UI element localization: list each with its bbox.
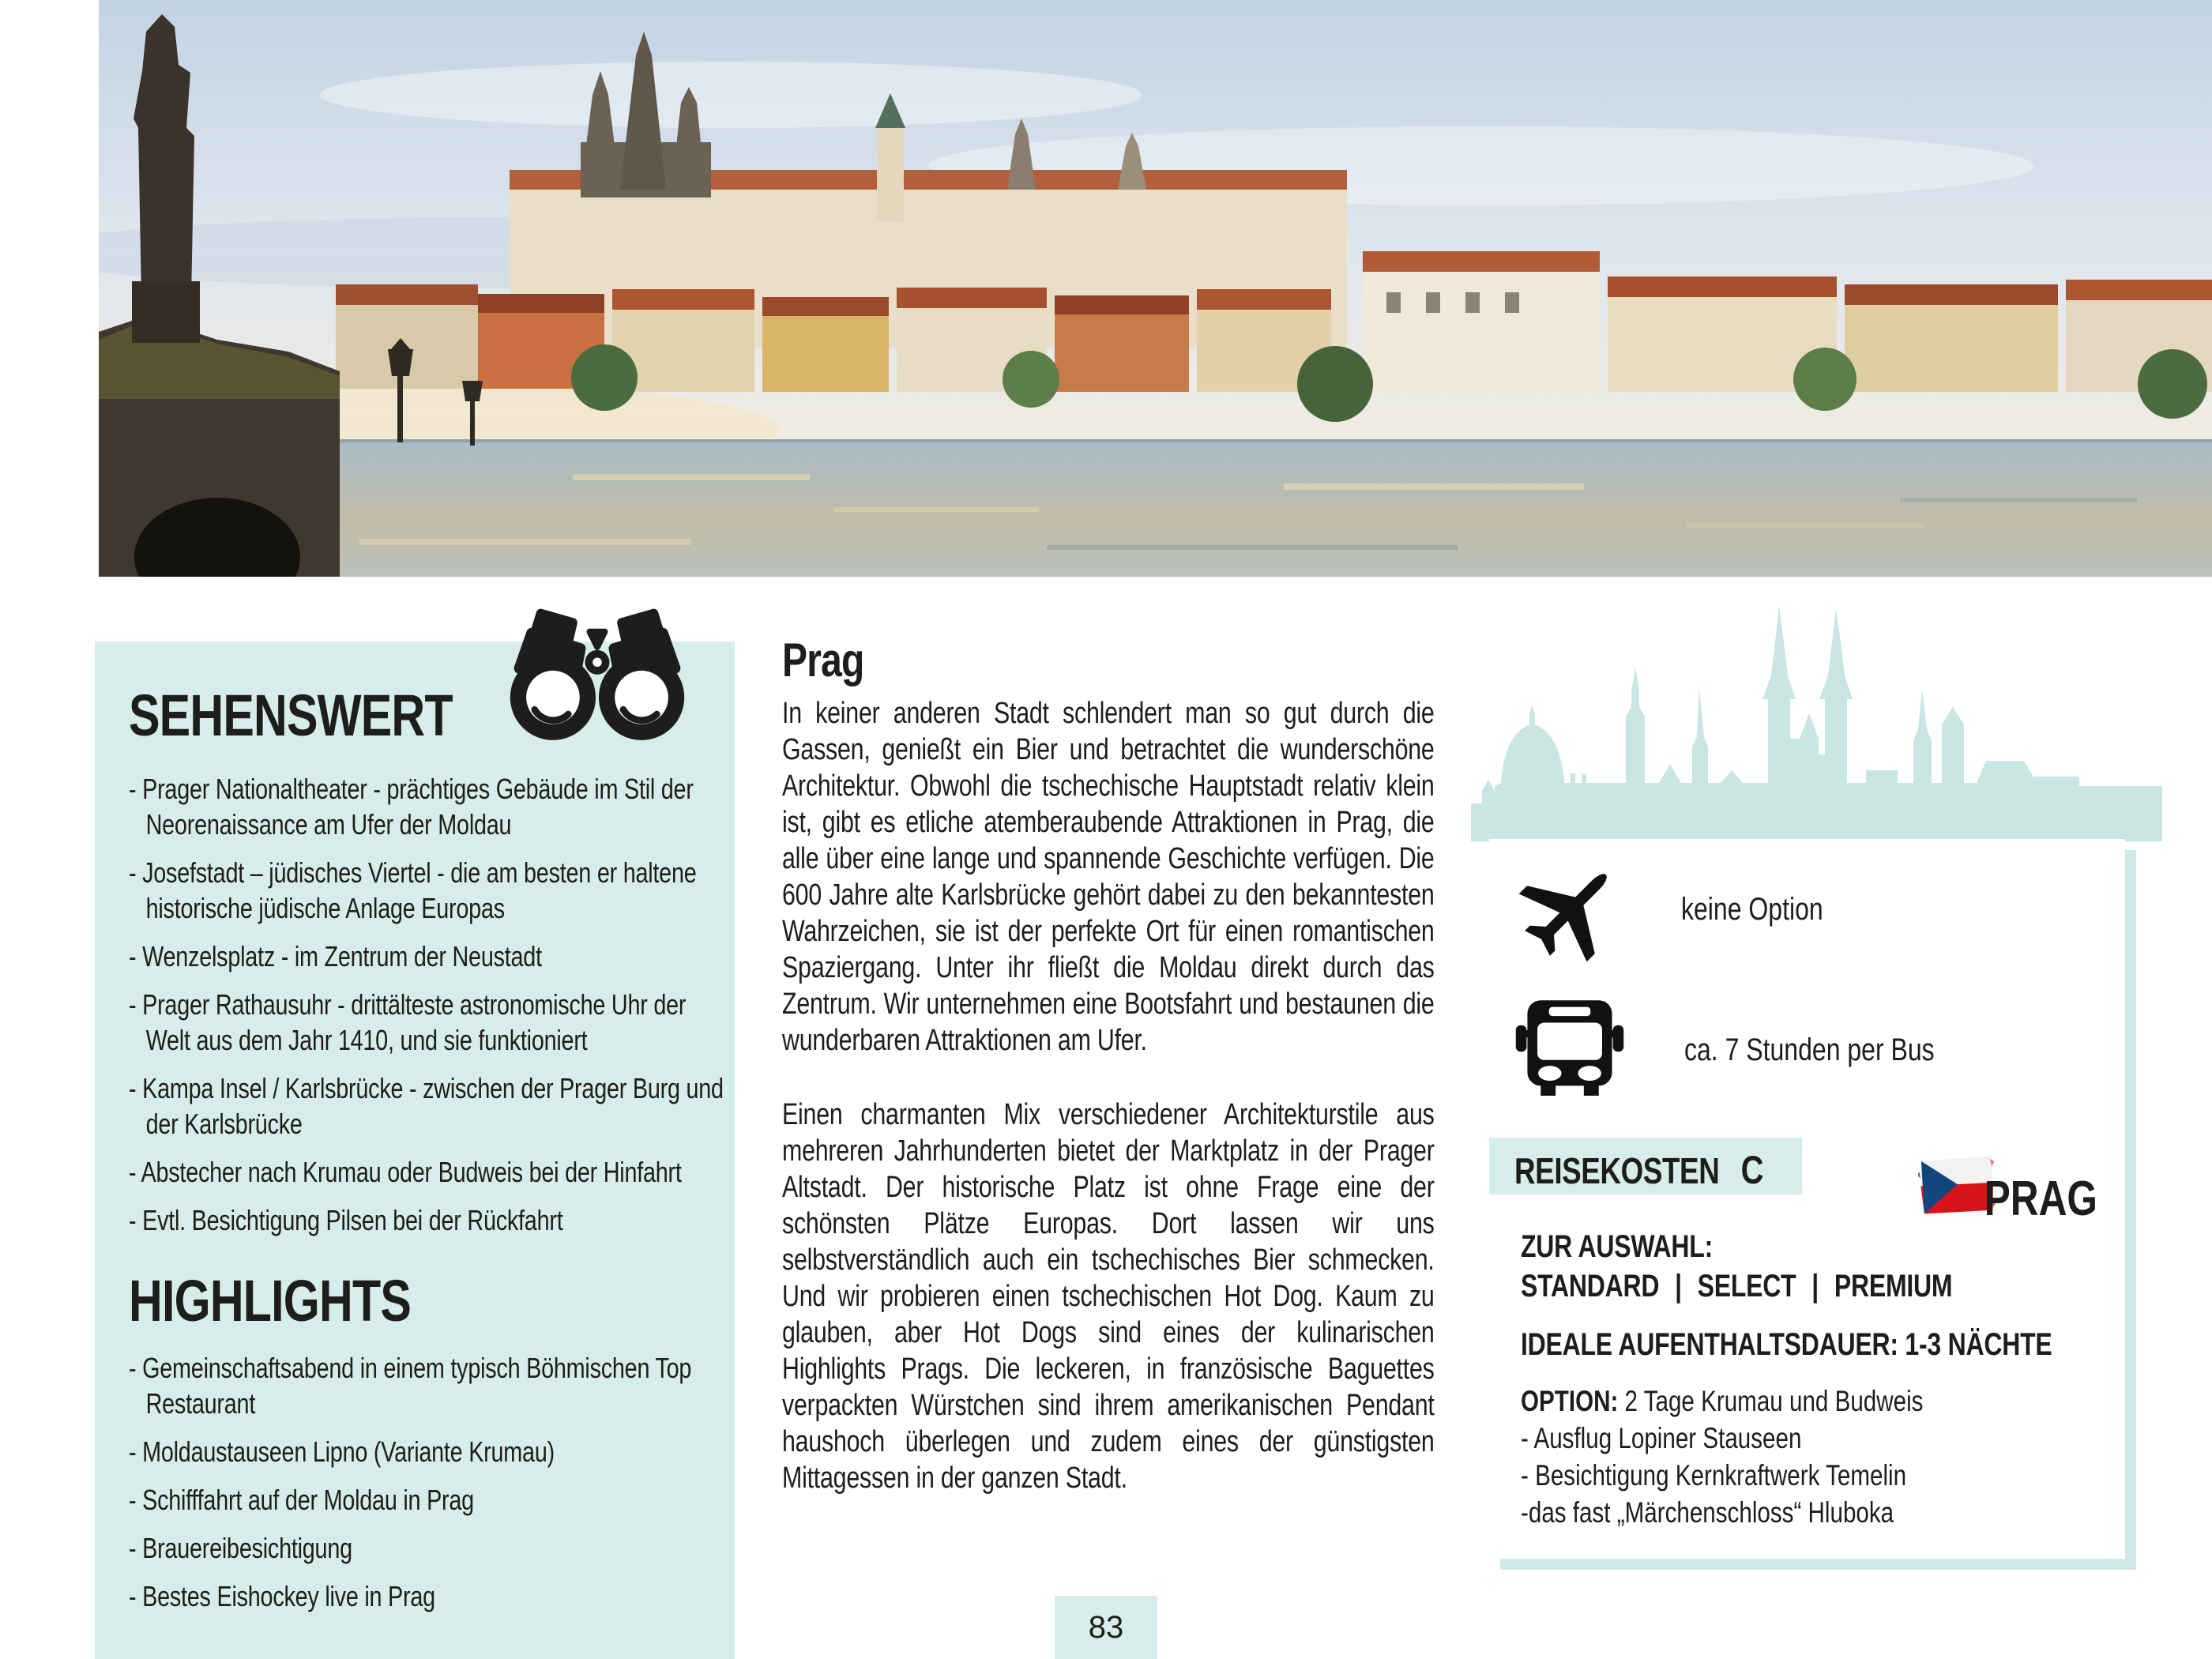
option-block	[1521, 1382, 2115, 1531]
list-item: - Kampa Insel / Karlsbrücke - zwischen der Prager Burg und der Karlsbrücke	[129, 1072, 724, 1140]
sehenswert-title: SEHENSWERT	[129, 683, 453, 748]
stay-duration: IDEALE AUFENTHALTSDAUER: 1-3 NÄCHTE	[1521, 1327, 2052, 1362]
article-title: Prag	[782, 634, 864, 687]
binoculars-icon	[506, 588, 689, 750]
highlights-title: HIGHLIGHTS	[129, 1268, 412, 1334]
bus-note: ca. 7 Stunden per Bus	[1684, 1033, 1935, 1067]
article-paragraph: Einen charmanten Mix verschiedener Architekturstile aus mehreren Jahrhunderten bietet der Marktplatz in der Prager Altstadt. Der historische Platz ist ohne Frage eine der schönsten Plätze Europas. Dort lassen wir uns selbstverständlich auch ein tschechisches Bier schmecken. Und wir probieren einen tschechischen Hot Dog. Kaum zu glauben, aber Hot Dogs sind eines der kulinarischen Highlights Prags. Die leckeren, in französische Baguettes verpackten Würstchen sind ihrem amerikanischen Pendant haushoch überlegen und zudem eines der günstigsten Mittagessen in der ganzen Stadt.	[782, 1098, 1435, 1495]
list-item: - Evtl. Besichtigung Pilsen bei der Rückfahrt	[129, 1204, 563, 1236]
list-item: - Abstecher nach Krumau oder Budweis bei der Hinfahrt	[129, 1156, 682, 1188]
flight-note: keine Option	[1681, 892, 1823, 927]
article	[782, 635, 1435, 1496]
list-item: - Prager Rathausuhr - drittälteste astronomische Uhr der Welt aus dem Jahr 1410, und sie funktioniert	[129, 988, 687, 1056]
list-item: - Gemeinschaftsabend in einem typisch Böhmischen Top Restaurant	[129, 1352, 692, 1420]
reisekosten-band	[1489, 1138, 1802, 1194]
reisekosten-category: C	[1740, 1148, 1764, 1192]
option-item: - Besichtigung Kernkraftwerk Temelin	[1521, 1459, 1907, 1492]
choice-label: ZUR AUSWAHL:	[1521, 1229, 1714, 1264]
airplane-icon	[1518, 858, 1623, 962]
destination-title: PRAG	[1984, 1172, 2097, 1226]
option-item: - Ausflug Lopiner Stauseen	[1521, 1422, 1802, 1454]
sidebar	[129, 684, 726, 1627]
prague-skyline-silhouette	[1471, 596, 2166, 841]
option-value: 2 Tage Krumau und Budweis	[1618, 1385, 1924, 1417]
list-item: - Bestes Eishockey live in Prag	[129, 1580, 435, 1612]
list-item: - Josefstadt – jüdisches Viertel - die am besten er haltene historische jüdische Anlage Europas	[129, 856, 697, 924]
article-paragraph: In keiner anderen Stadt schlendert man so gut durch die Gassen, genießt ein Bier und betrachtet die wunderschöne Architektur. Obwohl die tschechische Hauptstadt relativ klein ist, gibt es etliche atemberaubende Attraktionen in Prag, die alle über eine lange und spannende Geschichte verfügen. Die 600 Jahre alte Karlsbrücke gehört dabei zu den bekanntesten Wahrzeichen, sie ist der perfekte Ort für einen romantischen Spaziergang. Unter ihr fließt die Moldau direkt durch das Zentrum. Wir unternehmen eine Bootsfahrt und bestaunen die wunderbaren Attraktionen am Ufer.	[782, 697, 1435, 1057]
page-number: 83	[1088, 1609, 1124, 1645]
list-item: - Wenzelsplatz - im Zentrum der Neustadt	[129, 940, 542, 972]
list-item: - Moldaustauseen Lipno (Variante Krumau)	[129, 1435, 555, 1468]
bus-icon	[1515, 997, 1624, 1097]
option-line	[1521, 1382, 2115, 1420]
list-item: - Brauereibesichtigung	[129, 1532, 352, 1564]
page-number-box	[1055, 1596, 1157, 1659]
option-label: OPTION:	[1521, 1385, 1619, 1417]
list-item: - Prager Nationaltheater - prächtiges Gebäude im Stil der Neorenaissance am Ufer der Moldau	[129, 773, 694, 841]
prague-panorama-photo	[99, 0, 2212, 577]
list-item: - Schifffahrt auf der Moldau in Prag	[129, 1484, 474, 1516]
reisekosten-label: REISEKOSTEN	[1514, 1150, 1720, 1191]
choice-options: STANDARD | SELECT | PREMIUM	[1521, 1269, 1953, 1304]
option-item: -das fast „Märchenschloss“ Hluboka	[1521, 1496, 1894, 1529]
